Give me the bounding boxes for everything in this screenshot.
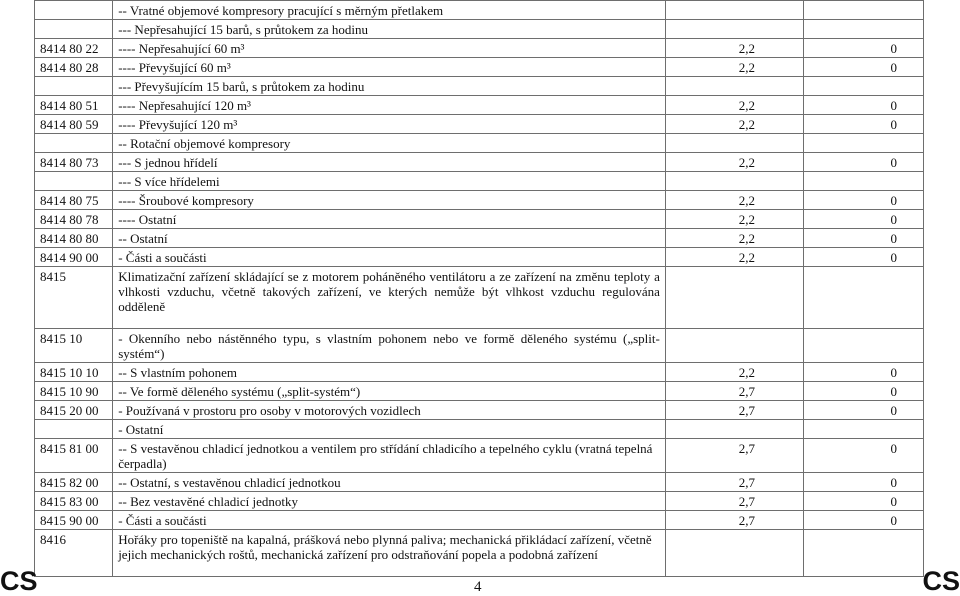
description-cell: -- Ve formě děleného systému („split-systém“) bbox=[113, 382, 666, 401]
commodity-code-cell bbox=[35, 172, 113, 191]
table-row bbox=[35, 439, 924, 473]
unit-cell: 0 bbox=[804, 191, 924, 210]
unit-cell: 0 bbox=[804, 511, 924, 530]
table-row bbox=[35, 267, 924, 329]
commodity-code-cell bbox=[35, 20, 113, 39]
unit-cell bbox=[804, 420, 924, 439]
duty-rate-cell: 2,2 bbox=[665, 191, 803, 210]
table-row bbox=[35, 115, 924, 134]
description-cell: -- S vestavěnou chladicí jednotkou a ventilem pro střídání chladicího a tepelného cyklu (vratná tepelná čerpadla) bbox=[113, 439, 666, 473]
duty-rate-cell bbox=[665, 172, 803, 191]
description-cell: --- Nepřesahující 15 barů, s průtokem za hodinu bbox=[113, 20, 666, 39]
unit-cell bbox=[804, 172, 924, 191]
footer-language-code-right: CS bbox=[922, 566, 960, 596]
duty-rate-cell: 2,2 bbox=[665, 210, 803, 229]
unit-cell bbox=[804, 20, 924, 39]
commodity-code-cell: 8414 80 75 bbox=[35, 191, 113, 210]
table-row bbox=[35, 329, 924, 363]
commodity-code-cell: 8415 81 00 bbox=[35, 439, 113, 473]
duty-rate-cell bbox=[665, 329, 803, 363]
unit-cell: 0 bbox=[804, 248, 924, 267]
duty-rate-cell: 2,7 bbox=[665, 439, 803, 473]
unit-cell bbox=[804, 77, 924, 96]
table-row bbox=[35, 401, 924, 420]
table-row bbox=[35, 58, 924, 77]
description-cell: -- Vratné objemové kompresory pracující s měrným přetlakem bbox=[113, 1, 666, 20]
duty-rate-cell bbox=[665, 420, 803, 439]
unit-cell: 0 bbox=[804, 96, 924, 115]
table-row bbox=[35, 39, 924, 58]
description-cell: -- Bez vestavěné chladicí jednotky bbox=[113, 492, 666, 511]
commodity-code-cell: 8415 10 10 bbox=[35, 363, 113, 382]
table-row bbox=[35, 77, 924, 96]
unit-cell: 0 bbox=[804, 153, 924, 172]
unit-cell: 0 bbox=[804, 58, 924, 77]
description-cell: --- S jednou hřídelí bbox=[113, 153, 666, 172]
description-cell: -- Ostatní bbox=[113, 229, 666, 248]
description-cell: - Části a součásti bbox=[113, 248, 666, 267]
unit-cell: 0 bbox=[804, 401, 924, 420]
duty-rate-cell bbox=[665, 530, 803, 577]
duty-rate-cell bbox=[665, 1, 803, 20]
commodity-code-cell: 8415 90 00 bbox=[35, 511, 113, 530]
unit-cell: 0 bbox=[804, 473, 924, 492]
tariff-table bbox=[34, 0, 924, 577]
table-row bbox=[35, 492, 924, 511]
footer-language-code-left: CS bbox=[0, 566, 38, 596]
duty-rate-cell bbox=[665, 77, 803, 96]
commodity-code-cell: 8414 80 28 bbox=[35, 58, 113, 77]
table-row bbox=[35, 134, 924, 153]
description-cell: Klimatizační zařízení skládající se z motorem poháněného ventilátoru a ze zařízení na změnu teploty a vlhkosti vzduchu, včetně takových zařízení, ve kterých nemůže být vlhkost vzduchu regulována odděleně bbox=[113, 267, 666, 329]
commodity-code-cell: 8414 90 00 bbox=[35, 248, 113, 267]
page-number: 4 bbox=[474, 579, 482, 595]
table-row bbox=[35, 511, 924, 530]
duty-rate-cell: 2,2 bbox=[665, 39, 803, 58]
description-cell: -- S vlastním pohonem bbox=[113, 363, 666, 382]
description-cell: --- S více hřídelemi bbox=[113, 172, 666, 191]
description-cell: ---- Nepřesahující 60 m³ bbox=[113, 39, 666, 58]
commodity-code-cell: 8414 80 22 bbox=[35, 39, 113, 58]
table-row bbox=[35, 96, 924, 115]
commodity-code-cell: 8415 10 90 bbox=[35, 382, 113, 401]
duty-rate-cell: 2,2 bbox=[665, 229, 803, 248]
duty-rate-cell: 2,7 bbox=[665, 382, 803, 401]
unit-cell: 0 bbox=[804, 363, 924, 382]
table-row bbox=[35, 229, 924, 248]
duty-rate-cell bbox=[665, 267, 803, 329]
table-row bbox=[35, 473, 924, 492]
commodity-code-cell: 8414 80 51 bbox=[35, 96, 113, 115]
commodity-code-cell: 8414 80 80 bbox=[35, 229, 113, 248]
commodity-code-cell: 8414 80 78 bbox=[35, 210, 113, 229]
unit-cell: 0 bbox=[804, 382, 924, 401]
commodity-code-cell: 8414 80 59 bbox=[35, 115, 113, 134]
commodity-code-cell: 8414 80 73 bbox=[35, 153, 113, 172]
table-row bbox=[35, 1, 924, 20]
unit-cell bbox=[804, 530, 924, 577]
table-row bbox=[35, 382, 924, 401]
description-cell: - Okenního nebo nástěnného typu, s vlastním pohonem nebo ve formě děleného systému („split-systém“) bbox=[113, 329, 666, 363]
unit-cell bbox=[804, 267, 924, 329]
unit-cell: 0 bbox=[804, 39, 924, 58]
description-cell: ---- Nepřesahující 120 m³ bbox=[113, 96, 666, 115]
commodity-code-cell: 8416 bbox=[35, 530, 113, 577]
table-row bbox=[35, 420, 924, 439]
duty-rate-cell: 2,7 bbox=[665, 401, 803, 420]
table-row bbox=[35, 248, 924, 267]
commodity-code-cell bbox=[35, 134, 113, 153]
commodity-code-cell: 8415 10 bbox=[35, 329, 113, 363]
duty-rate-cell bbox=[665, 134, 803, 153]
duty-rate-cell bbox=[665, 20, 803, 39]
description-cell: - Části a součásti bbox=[113, 511, 666, 530]
duty-rate-cell: 2,7 bbox=[665, 492, 803, 511]
unit-cell: 0 bbox=[804, 229, 924, 248]
unit-cell: 0 bbox=[804, 492, 924, 511]
table-row bbox=[35, 363, 924, 382]
description-cell: Hořáky pro topeniště na kapalná, prášková nebo plynná paliva; mechanická přikládací zařízení, včetně jejich mechanických roštů, mechanická zařízení pro odstraňování popela a podobná zařízení bbox=[113, 530, 666, 577]
tariff-table-body bbox=[35, 1, 924, 577]
description-cell: - Používaná v prostoru pro osoby v motorových vozidlech bbox=[113, 401, 666, 420]
table-row bbox=[35, 153, 924, 172]
unit-cell bbox=[804, 329, 924, 363]
duty-rate-cell: 2,2 bbox=[665, 363, 803, 382]
duty-rate-cell: 2,2 bbox=[665, 248, 803, 267]
duty-rate-cell: 2,2 bbox=[665, 96, 803, 115]
duty-rate-cell: 2,2 bbox=[665, 58, 803, 77]
commodity-code-cell: 8415 82 00 bbox=[35, 473, 113, 492]
description-cell: ---- Převyšující 120 m³ bbox=[113, 115, 666, 134]
description-cell: - Ostatní bbox=[113, 420, 666, 439]
description-cell: ---- Šroubové kompresory bbox=[113, 191, 666, 210]
table-row bbox=[35, 20, 924, 39]
table-row bbox=[35, 210, 924, 229]
duty-rate-cell: 2,2 bbox=[665, 153, 803, 172]
description-cell: ---- Převyšující 60 m³ bbox=[113, 58, 666, 77]
description-cell: -- Rotační objemové kompresory bbox=[113, 134, 666, 153]
commodity-code-cell bbox=[35, 1, 113, 20]
table-row bbox=[35, 191, 924, 210]
duty-rate-cell: 2,7 bbox=[665, 511, 803, 530]
duty-rate-cell: 2,7 bbox=[665, 473, 803, 492]
duty-rate-cell: 2,2 bbox=[665, 115, 803, 134]
unit-cell: 0 bbox=[804, 210, 924, 229]
unit-cell: 0 bbox=[804, 115, 924, 134]
description-cell: --- Převyšujícím 15 barů, s průtokem za hodinu bbox=[113, 77, 666, 96]
commodity-code-cell: 8415 20 00 bbox=[35, 401, 113, 420]
commodity-code-cell: 8415 83 00 bbox=[35, 492, 113, 511]
unit-cell bbox=[804, 134, 924, 153]
description-cell: -- Ostatní, s vestavěnou chladicí jednotkou bbox=[113, 473, 666, 492]
unit-cell bbox=[804, 1, 924, 20]
table-row bbox=[35, 530, 924, 577]
description-cell: ---- Ostatní bbox=[113, 210, 666, 229]
commodity-code-cell: 8415 bbox=[35, 267, 113, 329]
commodity-code-cell bbox=[35, 420, 113, 439]
unit-cell: 0 bbox=[804, 439, 924, 473]
table-row bbox=[35, 172, 924, 191]
commodity-code-cell bbox=[35, 77, 113, 96]
